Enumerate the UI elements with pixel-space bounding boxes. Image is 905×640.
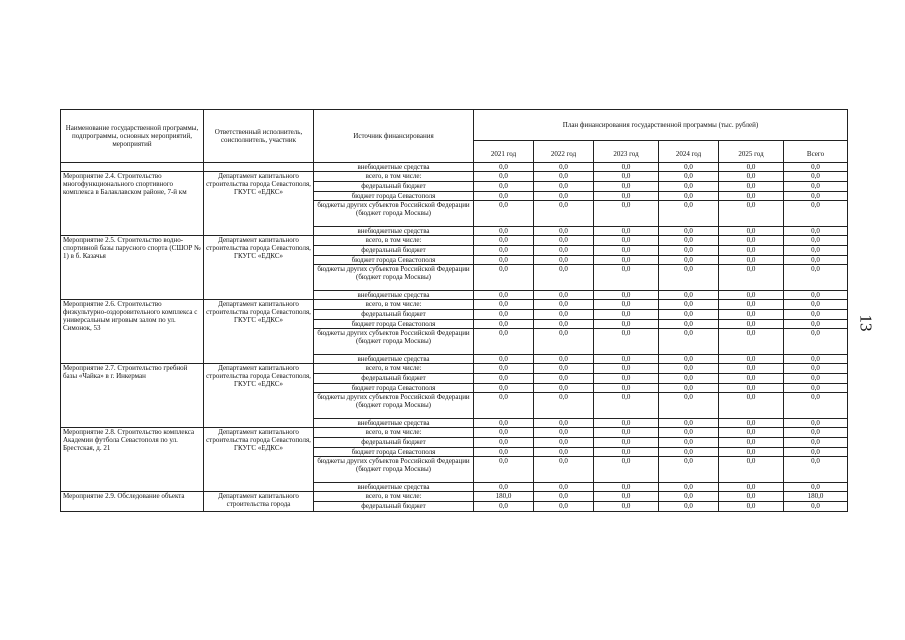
- value-cell: 0,0: [594, 329, 659, 355]
- executor-cell: Департамент капитального строительства города Севастополя, ГКУГС «ЕДКС»: [204, 364, 314, 428]
- value-cell: 0,0: [719, 457, 784, 483]
- value-cell: 0,0: [659, 419, 719, 428]
- value-cell: 0,0: [719, 163, 784, 172]
- executor-cell: Департамент капитального строительства города Севастополя, ГКУГС «ЕДКС»: [204, 428, 314, 492]
- value-cell: 0,0: [474, 428, 534, 438]
- total-cell: 0,0: [784, 329, 848, 355]
- value-cell: 0,0: [534, 236, 594, 246]
- value-cell: 0,0: [719, 393, 784, 419]
- value-cell: 0,0: [594, 163, 659, 172]
- value-cell: 0,0: [659, 192, 719, 201]
- value-cell: 0,0: [784, 163, 848, 172]
- page-number: 13: [856, 314, 876, 332]
- value-cell: 0,0: [659, 300, 719, 310]
- value-cell: 0,0: [594, 300, 659, 310]
- value-cell: 0,0: [534, 310, 594, 320]
- header-year: 2023 год: [594, 141, 659, 163]
- executor-cell: Департамент капитального строительства города: [204, 492, 314, 512]
- source-cell: всего, в том числе:: [314, 300, 474, 310]
- value-cell: 0,0: [474, 163, 534, 172]
- value-cell: 0,0: [474, 457, 534, 483]
- value-cell: 0,0: [474, 483, 534, 492]
- value-cell: 0,0: [719, 355, 784, 364]
- total-cell: 180,0: [784, 492, 848, 502]
- measure-name: Мероприятие 2.6. Строительство физкультурно-оздоровительного комплекса с универсальным игровым залом по ул. Симонок, 53: [61, 300, 204, 364]
- value-cell: 0,0: [719, 246, 784, 256]
- value-cell: 0,0: [594, 448, 659, 457]
- value-cell: 0,0: [659, 374, 719, 384]
- value-cell: 0,0: [594, 172, 659, 182]
- value-cell: 0,0: [659, 355, 719, 364]
- source-cell: внебюджетные средства: [314, 419, 474, 428]
- value-cell: 0,0: [719, 364, 784, 374]
- total-cell: 0,0: [784, 457, 848, 483]
- value-cell: 0,0: [659, 393, 719, 419]
- header-name: Наименование государственной программы, подпрограммы, основных мероприятий, мероприятий: [61, 110, 204, 163]
- value-cell: 0,0: [594, 291, 659, 300]
- executor-cell: [204, 163, 314, 172]
- value-cell: 0,0: [594, 384, 659, 393]
- value-cell: 0,0: [474, 291, 534, 300]
- value-cell: 0,0: [534, 163, 594, 172]
- total-cell: 0,0: [784, 291, 848, 300]
- value-cell: 0,0: [474, 329, 534, 355]
- value-cell: 0,0: [534, 182, 594, 192]
- value-cell: 0,0: [594, 502, 659, 512]
- total-cell: 0,0: [784, 300, 848, 310]
- measure-name: Мероприятие 2.7. Строительство гребной базы «Чайка» в г. Инкерман: [61, 364, 204, 428]
- value-cell: 0,0: [474, 438, 534, 448]
- value-cell: 0,0: [534, 201, 594, 227]
- value-cell: 0,0: [534, 329, 594, 355]
- source-cell: внебюджетные средства: [314, 355, 474, 364]
- value-cell: 0,0: [474, 182, 534, 192]
- value-cell: 0,0: [534, 374, 594, 384]
- value-cell: 0,0: [659, 256, 719, 265]
- value-cell: 0,0: [719, 172, 784, 182]
- source-cell: федеральный бюджет: [314, 246, 474, 256]
- executor-cell: Департамент капитального строительства города Севастополя, ГКУГС «ЕДКС»: [204, 300, 314, 364]
- value-cell: 0,0: [534, 300, 594, 310]
- total-cell: 0,0: [784, 393, 848, 419]
- header-plan: План финансирования государственной программы (тыс. рублей): [474, 110, 848, 141]
- header-year: 2021 год: [474, 141, 534, 163]
- value-cell: 0,0: [534, 320, 594, 329]
- value-cell: 0,0: [594, 256, 659, 265]
- table-row: [61, 236, 848, 246]
- value-cell: 0,0: [534, 227, 594, 236]
- source-cell: бюджеты других субъектов Российской Федерации (бюджет города Москвы): [314, 393, 474, 419]
- name-cell: [61, 163, 204, 172]
- value-cell: 0,0: [659, 163, 719, 172]
- header-year: 2024 год: [659, 141, 719, 163]
- value-cell: 180,0: [474, 492, 534, 502]
- value-cell: 0,0: [534, 483, 594, 492]
- total-cell: 0,0: [784, 227, 848, 236]
- table-row: [61, 300, 848, 310]
- value-cell: 0,0: [594, 320, 659, 329]
- value-cell: 0,0: [659, 329, 719, 355]
- source-cell: внебюджетные средства: [314, 291, 474, 300]
- table-row: [61, 428, 848, 438]
- value-cell: 0,0: [659, 201, 719, 227]
- value-cell: 0,0: [719, 448, 784, 457]
- total-cell: 0,0: [784, 364, 848, 374]
- value-cell: 0,0: [719, 291, 784, 300]
- value-cell: 0,0: [594, 265, 659, 291]
- value-cell: 0,0: [659, 428, 719, 438]
- value-cell: 0,0: [534, 265, 594, 291]
- value-cell: 0,0: [719, 374, 784, 384]
- value-cell: 0,0: [474, 320, 534, 329]
- value-cell: 0,0: [659, 320, 719, 329]
- value-cell: 0,0: [474, 227, 534, 236]
- value-cell: 0,0: [534, 256, 594, 265]
- value-cell: 0,0: [534, 428, 594, 438]
- value-cell: 0,0: [659, 172, 719, 182]
- value-cell: 0,0: [474, 310, 534, 320]
- value-cell: 0,0: [594, 492, 659, 502]
- value-cell: 0,0: [659, 448, 719, 457]
- value-cell: 0,0: [534, 502, 594, 512]
- measure-name: Мероприятие 2.5. Строительство водно-спортивной базы парусного спорта (СШОР № 1) в б. Казачья: [61, 236, 204, 300]
- value-cell: 0,0: [474, 300, 534, 310]
- value-cell: 0,0: [474, 419, 534, 428]
- value-cell: 0,0: [534, 355, 594, 364]
- value-cell: 0,0: [534, 438, 594, 448]
- source-cell: внебюджетные средства: [314, 483, 474, 492]
- value-cell: 0,0: [534, 291, 594, 300]
- value-cell: 0,0: [474, 448, 534, 457]
- value-cell: 0,0: [534, 393, 594, 419]
- value-cell: 0,0: [534, 492, 594, 502]
- value-cell: 0,0: [594, 236, 659, 246]
- source-cell: всего, в том числе:: [314, 492, 474, 502]
- value-cell: 0,0: [659, 236, 719, 246]
- value-cell: 0,0: [659, 384, 719, 393]
- value-cell: 0,0: [659, 310, 719, 320]
- total-cell: 0,0: [784, 355, 848, 364]
- value-cell: 0,0: [659, 246, 719, 256]
- value-cell: 0,0: [534, 448, 594, 457]
- total-cell: 0,0: [784, 182, 848, 192]
- total-cell: 0,0: [784, 265, 848, 291]
- total-cell: 0,0: [784, 483, 848, 492]
- total-cell: 0,0: [784, 256, 848, 265]
- table-row: [61, 163, 848, 172]
- value-cell: 0,0: [719, 300, 784, 310]
- value-cell: 0,0: [474, 236, 534, 246]
- value-cell: 0,0: [659, 483, 719, 492]
- value-cell: 0,0: [594, 393, 659, 419]
- total-cell: 0,0: [784, 419, 848, 428]
- value-cell: 0,0: [474, 355, 534, 364]
- value-cell: 0,0: [659, 438, 719, 448]
- header-source: Источник финансирования: [314, 110, 474, 163]
- value-cell: 0,0: [719, 201, 784, 227]
- value-cell: 0,0: [719, 438, 784, 448]
- value-cell: 0,0: [474, 256, 534, 265]
- value-cell: 0,0: [534, 457, 594, 483]
- value-cell: 0,0: [659, 492, 719, 502]
- measure-name: Мероприятие 2.4. Строительство многофункционального спортивного комплекса в Балаклавском районе, 7-й км: [61, 172, 204, 236]
- value-cell: 0,0: [594, 201, 659, 227]
- table-body: [61, 163, 848, 512]
- total-cell: 0,0: [784, 320, 848, 329]
- value-cell: 0,0: [594, 355, 659, 364]
- value-cell: 0,0: [474, 384, 534, 393]
- value-cell: 0,0: [594, 483, 659, 492]
- source-cell: бюджет города Севастополя: [314, 192, 474, 201]
- total-cell: 0,0: [784, 201, 848, 227]
- value-cell: 0,0: [719, 492, 784, 502]
- value-cell: 0,0: [594, 227, 659, 236]
- value-cell: 0,0: [594, 419, 659, 428]
- value-cell: 0,0: [719, 329, 784, 355]
- source-cell: бюджет города Севастополя: [314, 256, 474, 265]
- value-cell: 0,0: [474, 192, 534, 201]
- value-cell: 0,0: [474, 246, 534, 256]
- source-cell: всего, в том числе:: [314, 364, 474, 374]
- total-cell: 0,0: [784, 246, 848, 256]
- value-cell: 0,0: [474, 201, 534, 227]
- value-cell: 0,0: [659, 502, 719, 512]
- total-cell: 0,0: [784, 438, 848, 448]
- value-cell: 0,0: [594, 438, 659, 448]
- value-cell: 0,0: [719, 236, 784, 246]
- source-cell: бюджет города Севастополя: [314, 384, 474, 393]
- total-cell: 0,0: [784, 236, 848, 246]
- value-cell: 0,0: [719, 310, 784, 320]
- executor-cell: Департамент капитального строительства города Севастополя, ГКУГС «ЕДКС»: [204, 236, 314, 300]
- value-cell: 0,0: [719, 419, 784, 428]
- measure-name: Мероприятие 2.8. Строительство комплекса Академии футбола Севастополя по ул. Брестская, д. 21: [61, 428, 204, 492]
- header-year: 2022 год: [534, 141, 594, 163]
- source-cell: федеральный бюджет: [314, 502, 474, 512]
- total-cell: 0,0: [784, 384, 848, 393]
- source-cell: федеральный бюджет: [314, 374, 474, 384]
- value-cell: 0,0: [659, 457, 719, 483]
- source-cell: бюджет города Севастополя: [314, 320, 474, 329]
- header-year: 2025 год: [719, 141, 784, 163]
- value-cell: 0,0: [659, 265, 719, 291]
- value-cell: 0,0: [594, 182, 659, 192]
- total-cell: 0,0: [784, 502, 848, 512]
- value-cell: 0,0: [659, 291, 719, 300]
- source-cell: бюджеты других субъектов Российской Федерации (бюджет города Москвы): [314, 457, 474, 483]
- value-cell: 0,0: [719, 256, 784, 265]
- value-cell: 0,0: [594, 310, 659, 320]
- value-cell: 0,0: [534, 192, 594, 201]
- total-cell: 0,0: [784, 310, 848, 320]
- value-cell: 0,0: [534, 384, 594, 393]
- source-cell: федеральный бюджет: [314, 438, 474, 448]
- value-cell: 0,0: [719, 483, 784, 492]
- value-cell: 0,0: [594, 246, 659, 256]
- source-cell: всего, в том числе:: [314, 236, 474, 246]
- value-cell: 0,0: [594, 457, 659, 483]
- value-cell: 0,0: [474, 364, 534, 374]
- total-cell: 0,0: [784, 374, 848, 384]
- value-cell: 0,0: [719, 384, 784, 393]
- value-cell: 0,0: [594, 428, 659, 438]
- value-cell: 0,0: [719, 320, 784, 329]
- header-total: Всего: [784, 141, 848, 163]
- value-cell: 0,0: [719, 265, 784, 291]
- source-cell: всего, в том числе:: [314, 428, 474, 438]
- header-executor: Ответственный исполнитель, соисполнитель, участник: [204, 110, 314, 163]
- total-cell: 0,0: [784, 448, 848, 457]
- value-cell: 0,0: [719, 502, 784, 512]
- total-cell: 0,0: [784, 192, 848, 201]
- source-cell: внебюджетные средства: [314, 163, 474, 172]
- table-row: [61, 492, 848, 502]
- source-cell: внебюджетные средства: [314, 227, 474, 236]
- source-cell: бюджеты других субъектов Российской Федерации (бюджет города Москвы): [314, 265, 474, 291]
- value-cell: 0,0: [474, 502, 534, 512]
- source-cell: бюджеты других субъектов Российской Федерации (бюджет города Москвы): [314, 329, 474, 355]
- value-cell: 0,0: [534, 172, 594, 182]
- value-cell: 0,0: [594, 374, 659, 384]
- value-cell: 0,0: [659, 227, 719, 236]
- total-cell: 0,0: [784, 428, 848, 438]
- value-cell: 0,0: [594, 364, 659, 374]
- value-cell: 0,0: [474, 393, 534, 419]
- source-cell: бюджет города Севастополя: [314, 448, 474, 457]
- value-cell: 0,0: [534, 246, 594, 256]
- value-cell: 0,0: [719, 182, 784, 192]
- value-cell: 0,0: [594, 192, 659, 201]
- value-cell: 0,0: [719, 192, 784, 201]
- value-cell: 0,0: [534, 419, 594, 428]
- value-cell: 0,0: [534, 364, 594, 374]
- value-cell: 0,0: [719, 428, 784, 438]
- value-cell: 0,0: [474, 374, 534, 384]
- value-cell: 0,0: [474, 172, 534, 182]
- table-row: [61, 172, 848, 182]
- source-cell: федеральный бюджет: [314, 182, 474, 192]
- financing-table: [60, 109, 848, 512]
- source-cell: федеральный бюджет: [314, 310, 474, 320]
- measure-name: Мероприятие 2.9. Обследование объекта: [61, 492, 204, 512]
- executor-cell: Департамент капитального строительства города Севастополя, ГКУГС «ЕДКС»: [204, 172, 314, 236]
- value-cell: 0,0: [659, 182, 719, 192]
- value-cell: 0,0: [474, 265, 534, 291]
- value-cell: 0,0: [719, 227, 784, 236]
- table-row: [61, 364, 848, 374]
- source-cell: всего, в том числе:: [314, 172, 474, 182]
- total-cell: 0,0: [784, 172, 848, 182]
- source-cell: бюджеты других субъектов Российской Федерации (бюджет города Москвы): [314, 201, 474, 227]
- value-cell: 0,0: [659, 364, 719, 374]
